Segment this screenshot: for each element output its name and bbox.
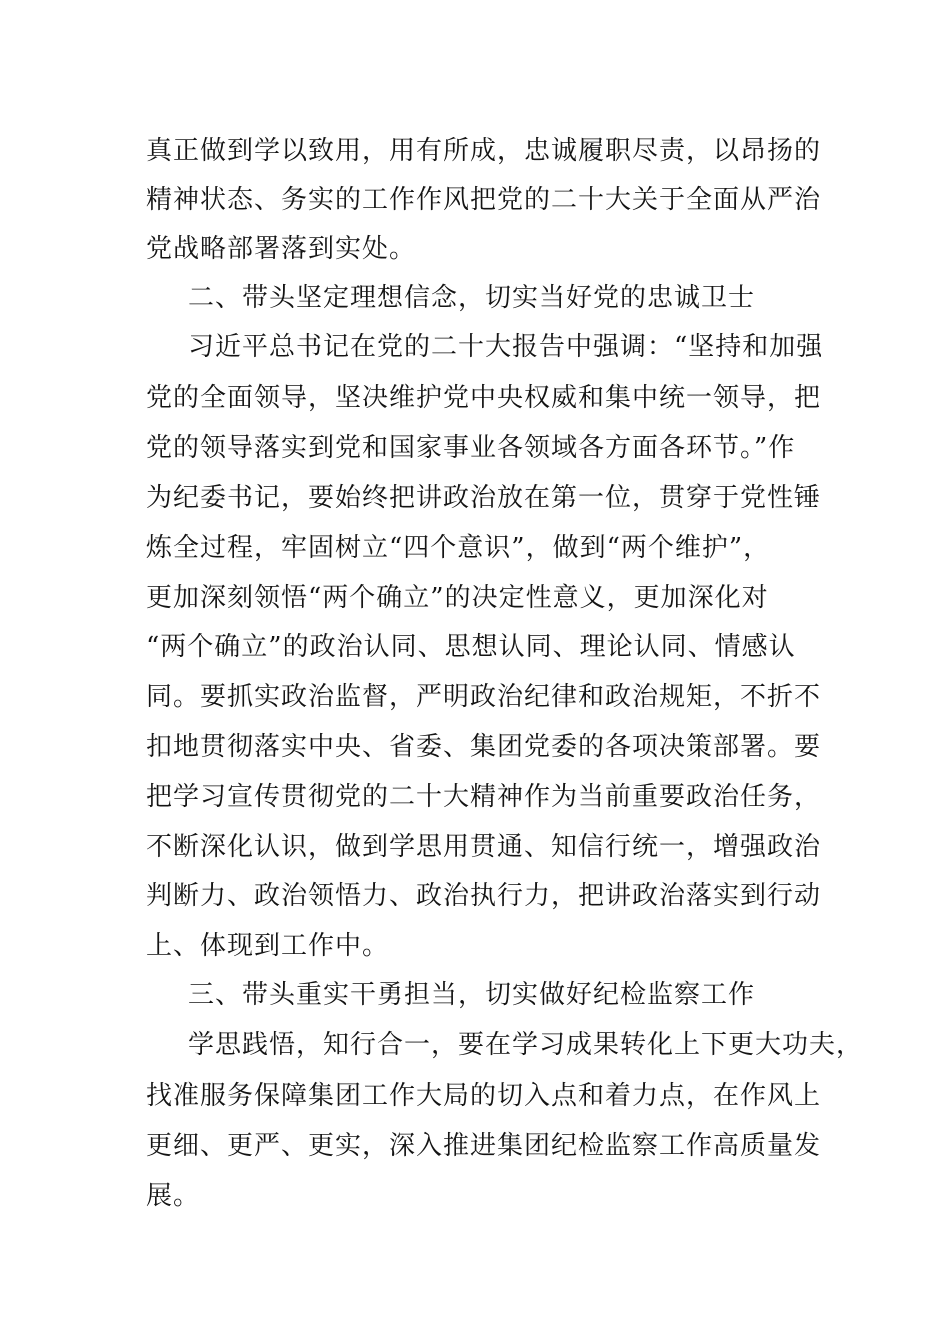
text-line: 扣地贯彻落实中央、省委、集团党委的各项决策部署。要 (146, 732, 822, 762)
text-line: 判断力、政治领悟力、政治执行力，把讲政治落实到行动 (146, 881, 822, 911)
text-line: 把学习宣传贯彻党的二十大精神作为当前重要政治任务， (146, 782, 822, 812)
text-line: 党战略部署落到实处。 (146, 234, 417, 264)
section-heading-2: 二、带头坚定理想信念，切实当好党的忠诚卫士 (188, 283, 756, 313)
section-heading-3: 三、带头重实干勇担当，切实做好纪检监察工作 (188, 980, 756, 1010)
text-line: 上、体现到工作中。 (146, 931, 390, 961)
text-line: 为纪委书记，要始终把讲政治放在第一位，贯穿于党性锤 (146, 483, 822, 513)
text-line: 展。 (146, 1181, 201, 1211)
text-line: 精神状态、务实的工作作风把党的二十大关于全面从严治 (146, 185, 822, 215)
text-line: 同。要抓实政治监督，严明政治纪律和政治规矩，不折不 (146, 682, 822, 712)
text-line: 更细、更严、更实，深入推进集团纪检监察工作高质量发 (146, 1131, 822, 1161)
text-line: 不断深化认识，做到学思用贯通、知信行统一，增强政治 (146, 832, 822, 862)
text-line: 找准服务保障集团工作大局的切入点和着力点，在作风上 (146, 1081, 822, 1111)
text-line: “两个确立”的政治认同、思想认同、理论认同、情感认 (146, 632, 796, 662)
text-line: 党的领导落实到党和国家事业各领域各方面各环节。”作 (146, 433, 796, 463)
text-line: 学思践悟，知行合一，要在学习成果转化上下更大功夫， (188, 1030, 864, 1060)
text-line: 更加深刻领悟“两个确立”的决定性意义，更加深化对 (146, 583, 769, 613)
text-line: 习近平总书记在党的二十大报告中强调：“坚持和加强 (188, 332, 824, 362)
text-line: 炼全过程，牢固树立“四个意识”，做到“两个维护”， (146, 533, 771, 563)
text-line: 党的全面领导，坚决维护党中央权威和集中统一领导，把 (146, 383, 822, 413)
text-line: 真正做到学以致用，用有所成，忠诚履职尽责，以昂扬的 (146, 136, 822, 166)
